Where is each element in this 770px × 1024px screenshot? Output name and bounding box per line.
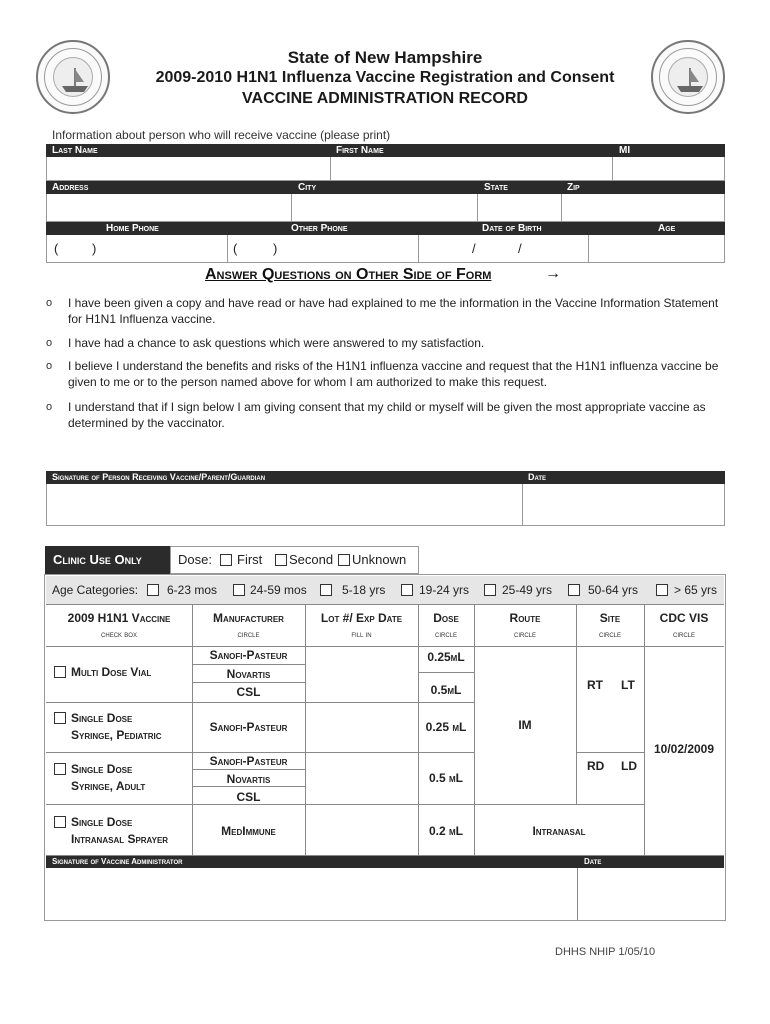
- lot-field-intranasal[interactable]: [306, 805, 418, 855]
- col-route-sub: circle: [513, 630, 536, 639]
- home-phone-field[interactable]: [47, 235, 227, 262]
- manufacturer-medimmune[interactable]: MedImmune: [221, 824, 276, 838]
- dose-05-multi[interactable]: 0.5mL: [430, 683, 462, 697]
- grid-col-line: [644, 604, 645, 855]
- clinic-use-only-tab: Clinic Use Only: [45, 546, 170, 574]
- single-dose-adult-label-1: Single Dose: [71, 762, 133, 776]
- state-field[interactable]: [478, 194, 561, 221]
- grid-subrow-line: [192, 682, 305, 683]
- intranasal-sprayer-checkbox[interactable]: [54, 816, 66, 828]
- age-50-64-checkbox[interactable]: [568, 584, 580, 596]
- site-rd[interactable]: RD: [587, 759, 605, 773]
- grid-subrow-line: [419, 672, 474, 673]
- dob-label: Date of Birth: [482, 223, 542, 234]
- mi-label: MI: [619, 145, 631, 156]
- bullet-icon: o: [46, 360, 53, 372]
- home-phone-open-paren: (: [54, 241, 59, 256]
- manufacturer-csl-adult[interactable]: CSL: [236, 790, 261, 804]
- form-title: 2009-2010 H1N1 Influenza Vaccine Registration and Consent: [155, 69, 615, 86]
- statement-consent: I understand that if I sign below I am giving consent that my child or myself will be given the most appropriate vaccine as determined by the vaccinator.: [68, 400, 706, 430]
- dose-025-pediatric[interactable]: 0.25 mL: [425, 720, 467, 734]
- site-ld[interactable]: LD: [621, 759, 637, 773]
- mi-field[interactable]: [613, 157, 725, 180]
- signature-label: Signature of Person Receiving Vaccine/Parent/Guardian: [52, 472, 266, 482]
- address-fields-row: [46, 194, 725, 222]
- nh-state-seal-right: [651, 40, 725, 114]
- answer-questions-note: Answer Questions on Other Side of Form: [205, 266, 492, 283]
- intranasal-sprayer-label-2: Intranasal Sprayer: [71, 832, 169, 846]
- admin-date-label: Date: [584, 857, 602, 866]
- person-info-intro: Information about person who will receive vaccine (please print): [52, 128, 391, 142]
- signature-field[interactable]: [47, 484, 522, 525]
- age-5-18-checkbox[interactable]: [320, 584, 332, 596]
- dose-unknown-label: Unknown: [352, 552, 407, 567]
- age-label: Age: [658, 223, 676, 234]
- age-categories-bar: [46, 576, 724, 604]
- grid-subrow-line: [192, 769, 305, 770]
- state-label: State: [484, 182, 508, 193]
- city-label: City: [298, 182, 317, 193]
- home-phone-label: Home Phone: [106, 223, 159, 234]
- bullet-icon: o: [46, 401, 53, 413]
- right-arrow-icon: →: [545, 265, 561, 282]
- address-field[interactable]: [47, 194, 291, 221]
- single-dose-pediatric-checkbox[interactable]: [54, 712, 66, 724]
- address-label: Address: [52, 182, 89, 193]
- lot-field-adult[interactable]: [306, 753, 418, 804]
- bullet-icon: o: [46, 337, 53, 349]
- dose-first-label: First: [237, 552, 263, 567]
- dose-unknown-checkbox[interactable]: [338, 554, 350, 566]
- dose-second-checkbox[interactable]: [275, 554, 287, 566]
- name-header-bar: [46, 144, 725, 157]
- other-phone-field[interactable]: [228, 235, 418, 262]
- first-name-label: First Name: [336, 145, 384, 156]
- signature-date-field[interactable]: [523, 484, 725, 525]
- dose-02-intranasal[interactable]: 0.2 mL: [428, 824, 463, 838]
- last-name-field[interactable]: [47, 157, 330, 180]
- single-dose-pediatric-label-2: Syringe, Pediatric: [71, 728, 162, 742]
- last-name-label: Last Name: [52, 145, 98, 156]
- dose-025-multi[interactable]: 0.25mL: [427, 650, 465, 664]
- manufacturer-novartis[interactable]: Novartis: [226, 667, 271, 681]
- site-lt[interactable]: LT: [621, 678, 635, 692]
- signature-date-label: Date: [528, 472, 547, 482]
- lot-field-multi[interactable]: [306, 647, 418, 702]
- route-im[interactable]: IM: [518, 718, 532, 732]
- other-phone-label: Other Phone: [291, 223, 348, 234]
- other-phone-close-paren: ): [273, 241, 278, 256]
- multi-dose-vial-label: Multi Dose Vial: [71, 665, 152, 679]
- grid-subrow-line: [192, 786, 305, 787]
- col-manufacturer-head: Manufacturer: [213, 611, 284, 625]
- grid-top-line: [46, 604, 724, 605]
- statement-vis: I have been given a copy and have read or have had explained to me the information in the Vaccine Information Statement for H1N1 Influenza vaccine.: [68, 296, 719, 326]
- single-dose-adult-label-2: Syringe, Adult: [71, 779, 146, 793]
- col-cdc-vis-sub: circle: [672, 630, 695, 639]
- admin-date-field[interactable]: [578, 868, 724, 920]
- form-footer-code: DHHS NHIP 1/05/10: [555, 946, 656, 958]
- admin-signature-label: Signature of Vaccine Administrator: [52, 857, 183, 866]
- lot-field-pediatric[interactable]: [306, 703, 418, 752]
- home-phone-close-paren: ): [92, 241, 97, 256]
- age-25-49-label: 25-49 yrs: [502, 583, 553, 597]
- state-title: State of New Hampshire: [287, 48, 483, 67]
- manufacturer-sanofi-pediatric[interactable]: Sanofi-Pasteur: [209, 720, 288, 734]
- site-rt[interactable]: RT: [587, 678, 603, 692]
- city-field[interactable]: [292, 194, 477, 221]
- phone-header-bar: [46, 222, 725, 235]
- nh-state-seal-left: [36, 40, 110, 114]
- grid-subrow-line: [192, 664, 305, 665]
- intranasal-sprayer-label-1: Single Dose: [71, 815, 133, 829]
- col-vaccine-sub: check box: [101, 630, 137, 639]
- col-manufacturer-sub: circle: [237, 630, 260, 639]
- dose-05-adult[interactable]: 0.5 mL: [428, 771, 463, 785]
- age-5-18-label: 5-18 yrs: [342, 583, 386, 597]
- col-site-sub: circle: [598, 630, 621, 639]
- dose-second-label: Second: [289, 552, 334, 567]
- col-dose-head: Dose: [433, 611, 459, 625]
- admin-signature-header-bar: [46, 856, 724, 868]
- age-categories-label: Age Categories:: [52, 583, 139, 597]
- single-dose-adult-checkbox[interactable]: [54, 763, 66, 775]
- bullet-icon: o: [46, 297, 53, 309]
- age-19-24-checkbox[interactable]: [401, 584, 413, 596]
- age-19-24-label: 19-24 yrs: [419, 583, 470, 597]
- signature-header-bar: [46, 471, 725, 484]
- grid-row-line: [576, 752, 644, 753]
- col-lot-head: Lot #/ Exp Date: [320, 611, 403, 625]
- name-fields-row: [46, 157, 725, 181]
- age-24-59-label: 24-59 mos: [250, 583, 307, 597]
- age-50-64-label: 50-64 yrs: [588, 583, 639, 597]
- age-65-plus-label: > 65 yrs: [674, 583, 718, 597]
- zip-label: Zip: [567, 182, 580, 193]
- cdc-vis-date[interactable]: 10/02/2009: [653, 742, 715, 756]
- dob-separator: /: [518, 241, 522, 256]
- dob-separator: /: [472, 241, 476, 256]
- age-6-23-label: 6-23 mos: [167, 583, 218, 597]
- manufacturer-novartis-adult[interactable]: Novartis: [226, 772, 271, 786]
- age-65-plus-checkbox[interactable]: [656, 584, 668, 596]
- signature-fields-row: [46, 484, 725, 526]
- age-field[interactable]: [589, 235, 725, 262]
- col-lot-sub: fill in: [351, 630, 372, 639]
- multi-dose-vial-checkbox[interactable]: [54, 666, 66, 678]
- dose-first-checkbox[interactable]: [220, 554, 232, 566]
- col-route-head: Route: [509, 611, 541, 625]
- other-phone-open-paren: (: [233, 241, 238, 256]
- route-intranasal[interactable]: Intranasal: [532, 824, 586, 838]
- dose-selector: [170, 546, 419, 574]
- statement-questions: I have had a chance to ask questions which were answered to my satisfaction.: [68, 336, 485, 350]
- phone-fields-row: [46, 235, 725, 263]
- age-24-59-checkbox[interactable]: [233, 584, 245, 596]
- manufacturer-sanofi[interactable]: Sanofi-Pasteur: [209, 648, 288, 662]
- admin-signature-field[interactable]: [46, 868, 576, 920]
- single-dose-pediatric-label-1: Single Dose: [71, 711, 133, 725]
- record-title: VACCINE ADMINISTRATION RECORD: [242, 90, 528, 107]
- address-header-bar: [46, 181, 725, 194]
- col-dose-sub: circle: [434, 630, 457, 639]
- age-6-23-checkbox[interactable]: [147, 584, 159, 596]
- dose-label: Dose:: [178, 552, 212, 567]
- manufacturer-sanofi-adult[interactable]: Sanofi-Pasteur: [209, 754, 288, 768]
- manufacturer-csl[interactable]: CSL: [236, 685, 261, 699]
- first-name-field[interactable]: [331, 157, 612, 180]
- col-cdc-vis-head: CDC VIS: [659, 611, 709, 625]
- col-site-head: Site: [599, 611, 621, 625]
- zip-field[interactable]: [562, 194, 725, 221]
- statement-benefits: I believe I understand the benefits and risks of the H1N1 influenza vaccine and request that the H1N1 influenza vaccine be given to me or to the person named above for whom I am authorized to make this request.: [68, 359, 719, 389]
- age-25-49-checkbox[interactable]: [484, 584, 496, 596]
- dob-field[interactable]: [419, 235, 588, 262]
- col-vaccine-head: 2009 H1N1 Vaccine: [67, 611, 171, 625]
